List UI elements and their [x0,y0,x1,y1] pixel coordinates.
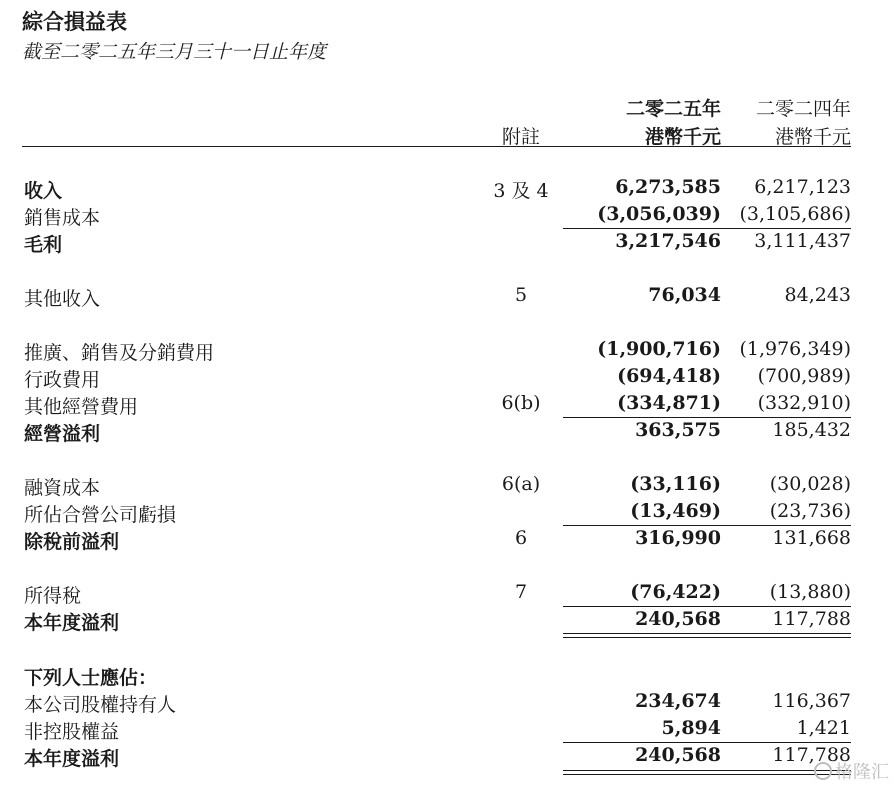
subtotal-rule [563,525,851,526]
row-label: 除稅前溢利 [24,531,120,553]
value-2025: 316,990 [635,527,721,549]
value-2024: 117,788 [772,608,851,630]
row-label: 毛利 [24,234,63,256]
row-label: 行政費用 [24,369,101,391]
row-label: 本公司股權持有人 [24,694,177,716]
row-label: 所得稅 [24,585,82,607]
row-admin-expenses [0,365,893,392]
value-2025: (1,900,716) [597,338,721,360]
value-2024: 185,432 [772,419,851,441]
row-label: 其他收入 [24,288,101,310]
value-2024: 6,217,123 [754,176,851,198]
statement-title: 綜合損益表 [22,9,127,34]
row-attributable-to [0,663,893,690]
col-2025-unit: 港幣千元 [644,126,721,148]
row-share-of-jv-losses [0,500,893,527]
row-other-income [0,284,893,311]
value-2025: 240,568 [635,608,721,630]
row-finance-costs [0,473,893,500]
value-2024: (3,105,686) [739,203,851,225]
value-2024: (23,736) [769,500,851,522]
watermark-logo-icon [814,762,832,780]
value-2025: (13,469) [630,500,721,522]
subtotal-rule [563,228,851,229]
value-2024: (332,910) [757,392,851,414]
value-2025: (76,422) [630,581,721,603]
row-note: 3 及 4 [493,180,549,202]
header-rule [22,146,851,147]
row-profit-for-year [0,608,893,635]
row-operating-profit [0,419,893,446]
value-2025: 76,034 [648,284,721,306]
value-2024: (1,976,349) [739,338,851,360]
value-2025: 3,217,546 [615,230,721,252]
statement-period: 截至二零二五年三月三十一日止年度 [22,41,327,63]
row-non-controlling-interests [0,717,893,744]
col-2025-year: 二零二五年 [625,98,721,120]
value-2024: 1,421 [796,717,851,739]
row-equity-shareholders [0,690,893,717]
row-label: 非控股權益 [24,721,120,743]
row-other-operating-expenses [0,392,893,419]
row-note: 6 [514,527,528,549]
value-2025: 5,894 [661,717,721,739]
row-label: 推廣、銷售及分銷費用 [24,342,215,364]
watermark [814,758,889,784]
row-revenue [0,176,893,203]
watermark-text: 格隆汇 [835,762,889,783]
value-2025: 234,674 [635,690,721,712]
value-2024: 3,111,437 [754,230,851,252]
value-2025: (694,418) [617,365,721,387]
row-label: 本年度溢利 [24,612,120,634]
subtotal-rule [563,606,851,607]
value-2024: 131,668 [772,527,851,549]
total-double-rule [563,633,851,638]
row-label: 下列人士應佔： [24,667,158,689]
row-note: 6(a) [501,473,541,495]
value-2024: 116,367 [772,690,851,712]
row-cost-of-sales [0,203,893,230]
row-note: 6(b) [501,392,541,414]
row-profit-before-tax [0,527,893,554]
row-label: 銷售成本 [24,207,101,229]
col-note: 附註 [501,126,540,148]
value-2024: (700,989) [757,365,851,387]
col-2024-year: 二零二四年 [755,98,851,120]
row-label: 融資成本 [24,477,101,499]
subtotal-rule [563,742,851,743]
value-2024: (30,028) [769,473,851,495]
value-2025: (33,116) [630,473,721,495]
value-2025: 6,273,585 [615,176,721,198]
value-2025: 363,575 [635,419,721,441]
row-label: 其他經營費用 [24,396,139,418]
row-gross-profit [0,230,893,257]
total-double-rule [563,770,851,775]
col-2024-unit: 港幣千元 [774,126,851,148]
row-label: 所佔合營公司虧損 [24,504,177,526]
row-label: 收入 [24,180,63,202]
row-note: 7 [514,581,528,603]
value-2025: (334,871) [617,392,721,414]
value-2024: 117,788 [772,744,851,766]
value-2024: (13,880) [769,581,851,603]
row-label: 本年度溢利 [24,748,120,770]
subtotal-rule [563,417,851,418]
value-2024: 84,243 [784,284,851,306]
row-distribution-costs [0,338,893,365]
row-note: 5 [514,284,528,306]
row-income-tax [0,581,893,608]
value-2025: (3,056,039) [597,203,721,225]
value-2025: 240,568 [635,744,721,766]
row-profit-for-year-total [0,744,893,771]
row-label: 經營溢利 [24,423,101,445]
